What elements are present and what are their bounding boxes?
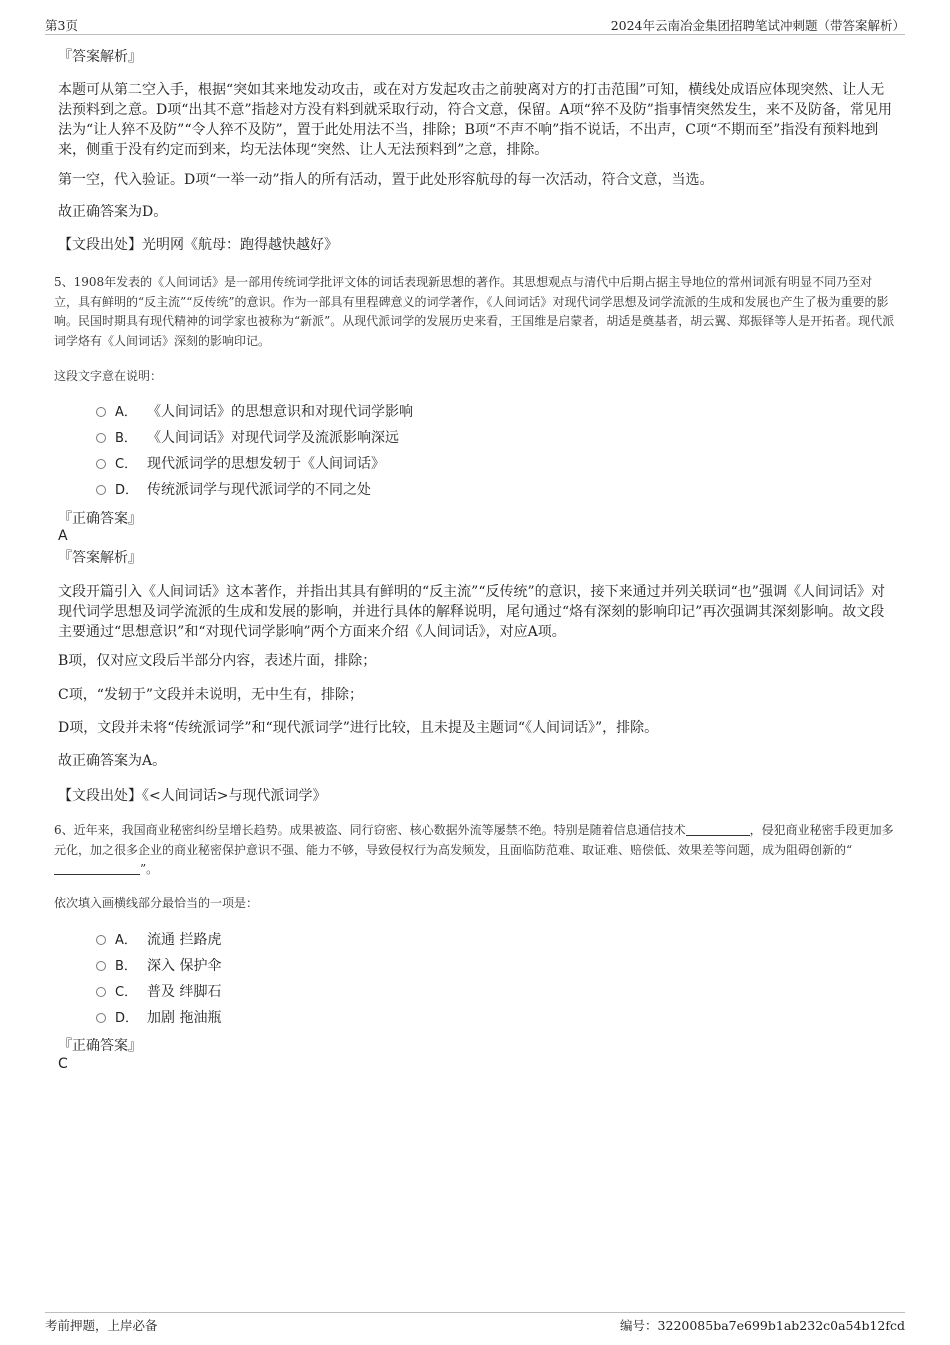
radio-button[interactable] (96, 935, 106, 945)
analysis-label: 『答案解析』 (58, 550, 142, 566)
question-prompt: 依次填入画横线部分最恰当的一项是： (54, 896, 259, 910)
page-header (45, 14, 905, 35)
option-b[interactable]: B． 深入 保护伞 (96, 956, 221, 977)
document-title: 2024年云南冶金集团招聘笔试冲刺题（带答案解析） (610, 18, 905, 33)
option-a[interactable]: A． 《人间词话》的思想意识和对现代词学影响 (96, 402, 413, 423)
correct-answer: C (58, 1056, 68, 1072)
radio-button[interactable] (96, 961, 106, 971)
question-prompt: 这段文字意在说明： (54, 369, 163, 383)
question-stem: 6、近年来，我国商业秘密纠纷呈增长趋势。成果被盗、同行窃密、核心数据外流等屡禁不绝。特别是随着信息通信技术 ，侵犯商业秘密手段更加多元化，加之很多企业的商业秘密保护意识不强、能力不够，导致侵权行为高发频发，且面临防范难、取证难、赔偿低、效果差等问题，成为阻碍创新的“”。 (54, 823, 894, 876)
option-a[interactable]: A． 流通 拦路虎 (96, 930, 221, 951)
answer-conclusion: 故正确答案为D。 (58, 204, 168, 220)
source-citation: 【文段出处】《<人间词话>与现代派词学》 (58, 788, 327, 804)
correct-answer: A (58, 528, 68, 544)
analysis-label: 『答案解析』 (58, 49, 142, 65)
radio-button[interactable] (96, 485, 106, 495)
correct-answer-label: 『正确答案』 (58, 511, 142, 527)
correct-answer-label: 『正确答案』 (58, 1038, 142, 1054)
answer-conclusion: 故正确答案为A。 (58, 753, 167, 769)
page-number: 第3页 (45, 18, 78, 33)
document-id: 编号：3220085ba7e699b1ab232c0a54b12fcd (620, 1318, 905, 1333)
option-d[interactable]: D． 传统派词学与现代派词学的不同之处 (96, 480, 371, 501)
analysis-paragraph: 文段开篇引入《人间词话》这本著作，并指出其具有鲜明的“反主流”“反传统”的意识，接下来通过并列关联词“也”强调《人间词话》对现代词学思想及词学流派的生成和发展的影响，并进行具体的解释说明，尾句通过“烙有深刻的影响印记”再次强调其深刻影响。故文段主要通过“思想意识”和“对现代词学影响”两个方面来介绍《人间词话》，对应A项。 (58, 584, 885, 640)
fill-blank (54, 860, 140, 875)
page-footer (45, 1312, 905, 1335)
radio-button[interactable] (96, 459, 106, 469)
fill-blank (686, 821, 750, 836)
option-c[interactable]: C． 普及 绊脚石 (96, 982, 221, 1003)
radio-button[interactable] (96, 987, 106, 997)
radio-button[interactable] (96, 407, 106, 417)
question-stem: 5、1908年发表的《人间词话》是一部用传统词学批评文体的词话表现新思想的著作。其思想观点与清代中后期占据主导地位的常州词派有明显不同乃至对立，具有鲜明的“反主流”“反传统”的意识。作为一部具有里程碑意义的词学著作，《人间词话》对现代词学思想及词学流派的生成和发展也产生了极为重要的影响。民国时期具有现代精神的词学家也被称为“新派”。从现代派词学的发展历史来看，王国维是启蒙者，胡适是奠基者，胡云翼、郑振铎等人是开拓者。现代派词学烙有《人间词话》深刻的影响印记。 (54, 275, 895, 348)
option-c[interactable]: C． 现代派词学的思想发轫于《人间词话》 (96, 454, 385, 475)
analysis-paragraph: 本题可从第二空入手，根据“突如其来地发动攻击，或在对方发起攻击之前驶离对方的打击范围”可知，横线处成语应体现突然、让人无法预料到之意。D项“出其不意”指趁对方没有料到就采取行动，符合文意，保留。A项“猝不及防”指事情突然发生，来不及防备，常见用法为“让人猝不及防”“令人猝不及防”，置于此处用法不当，排除；B项“不声不响”指不说话，不出声，C项“不期而至”指没有预料地到来，侧重于没有约定而到来，均无法体现“突然、让人无法预料到”之意，排除。 (58, 82, 892, 158)
analysis-paragraph: 第一空，代入验证。D项“一举一动”指人的所有活动，置于此处形容航母的每一次活动，符合文意，当选。 (58, 172, 714, 188)
radio-button[interactable] (96, 433, 106, 443)
source-citation: 【文段出处】光明网《航母：跑得越快越好》 (58, 237, 338, 253)
radio-button[interactable] (96, 1013, 106, 1023)
footer-slogan: 考前押题，上岸必备 (45, 1318, 158, 1333)
analysis-paragraph: D项，文段并未将“传统派词学”和“现代派词学”进行比较，且未提及主题词“《人间词话》”，排除。 (58, 720, 659, 736)
option-d[interactable]: D． 加剧 拖油瓶 (96, 1008, 221, 1029)
option-b[interactable]: B． 《人间词话》对现代词学及流派影响深远 (96, 428, 399, 449)
analysis-paragraph: C项，“发轫于”文段并未说明，无中生有，排除； (58, 687, 364, 703)
analysis-paragraph: B项，仅对应文段后半部分内容，表述片面，排除； (58, 653, 377, 669)
